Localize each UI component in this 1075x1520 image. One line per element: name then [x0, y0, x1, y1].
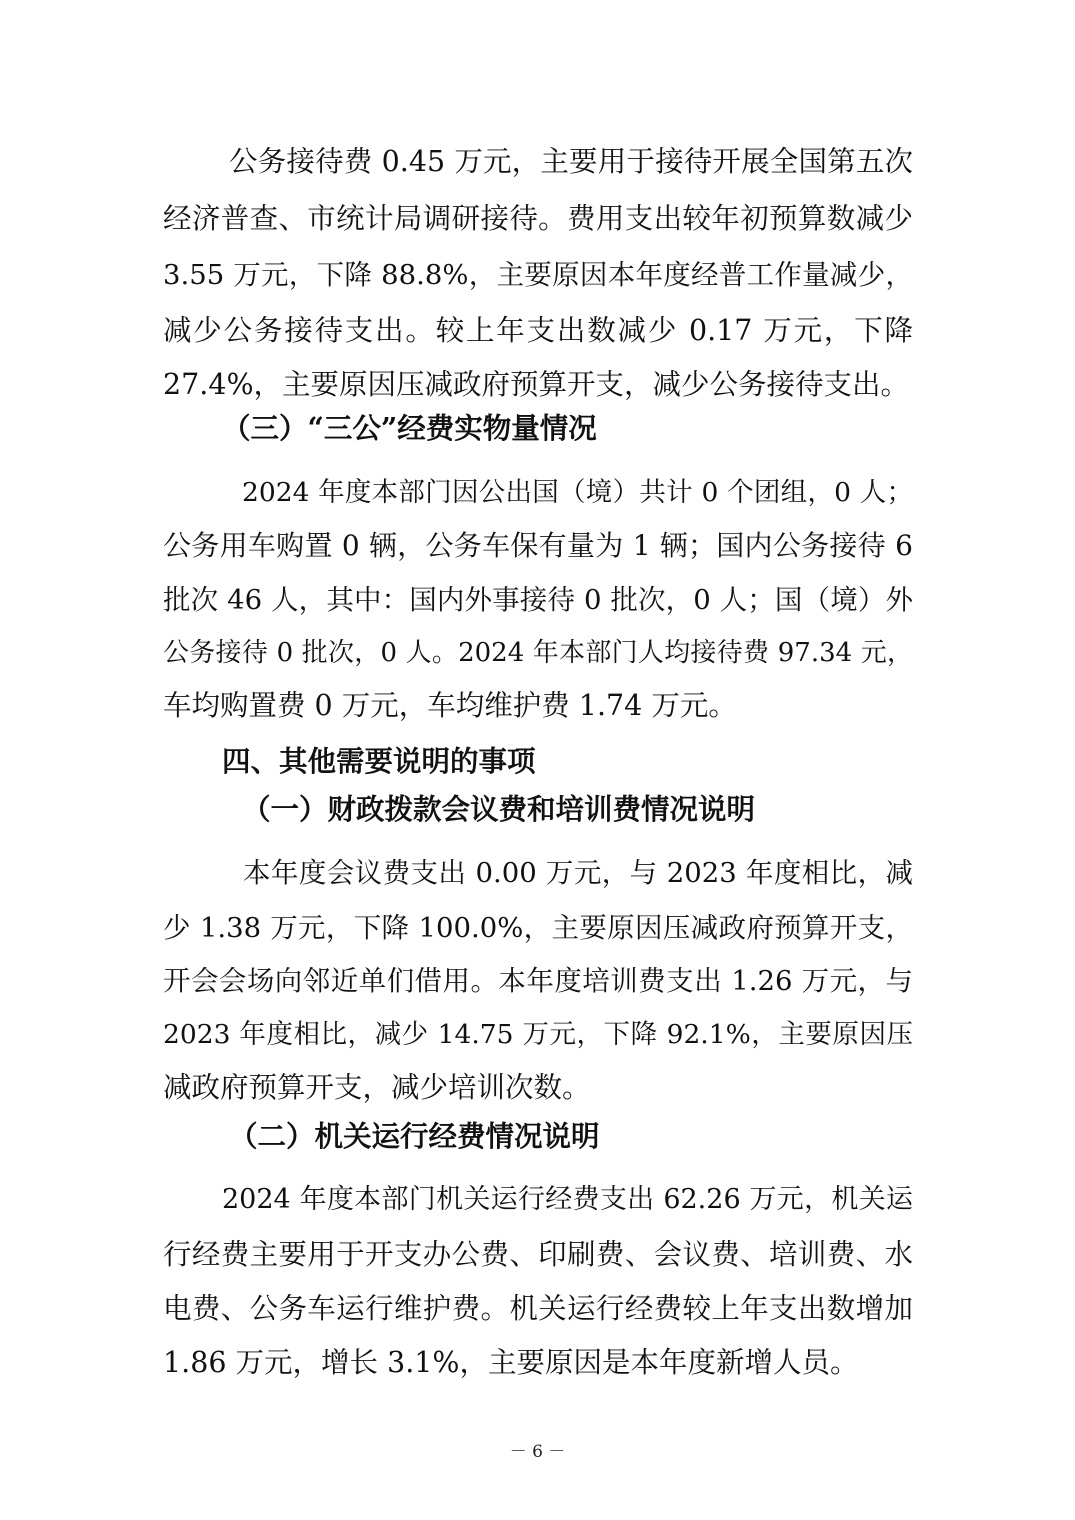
paragraph-line: 2023 年度相比，减少 14.75 万元，下降 92.1%，主要原因压 [163, 1019, 913, 1050]
paragraph-line: 批次 46 人，其中：国内外事接待 0 批次，0 人；国（境）外 [163, 584, 913, 616]
paragraph-line: 3.55 万元，下降 88.8%，主要原因本年度经普工作量减少， [163, 259, 913, 291]
paragraph-line: 少 1.38 万元，下降 100.0%，主要原因压减政府预算开支， [163, 912, 913, 944]
paragraph-line: 公务接待 0 批次，0 人。2024 年本部门人均接待费 97.34 元， [163, 638, 913, 668]
paragraph-line: 2024 年度本部门因公出国（境）共计 0 个团组，0 人； [242, 477, 913, 508]
paragraph-line: 公务接待费 0.45 万元，主要用于接待开展全国第五次 [229, 145, 913, 178]
section-heading: （二）机关运行经费情况说明 [229, 1119, 600, 1153]
paragraph-line: 行经费主要用于开支办公费、印刷费、会议费、培训费、水 [163, 1238, 913, 1271]
paragraph-line: 电费、公务车运行维护费。机关运行经费较上年支出数增加 [163, 1292, 913, 1325]
paragraph-line: 公务用车购置 0 辆，公务车保有量为 1 辆；国内公务接待 6 [163, 529, 913, 562]
paragraph-line: 本年度会议费支出 0.00 万元，与 2023 年度相比，减 [243, 857, 913, 889]
section-heading: （三）“三公”经费实物量情况 [222, 411, 597, 445]
paragraph-line: 减少公务接待支出。较上年支出数减少 0.17 万元，下降 [163, 314, 913, 347]
section-heading: （一）财政拨款会议费和培训费情况说明 [242, 792, 756, 826]
paragraph-line: 车均购置费 0 万元，车均维护费 1.74 万元。 [163, 689, 737, 722]
paragraph-line: 2024 年度本部门机关运行经费支出 62.26 万元，机关运 [222, 1184, 913, 1215]
paragraph-line: 经济普查、市统计局调研接待。费用支出较年初预算数减少 [163, 202, 913, 235]
section-heading: 四、其他需要说明的事项 [222, 744, 536, 778]
paragraph-line: 1.86 万元，增长 3.1%，主要原因是本年度新增人员。 [163, 1346, 859, 1379]
paragraph-line: 开会会场向邻近单们借用。本年度培训费支出 1.26 万元，与 [163, 965, 913, 997]
paragraph-line: 减政府预算开支，减少培训次数。 [163, 1071, 591, 1104]
page-number: － 6 － [509, 1442, 566, 1462]
paragraph-line: 27.4%，主要原因压减政府预算开支，减少公务接待支出。 [163, 368, 910, 401]
